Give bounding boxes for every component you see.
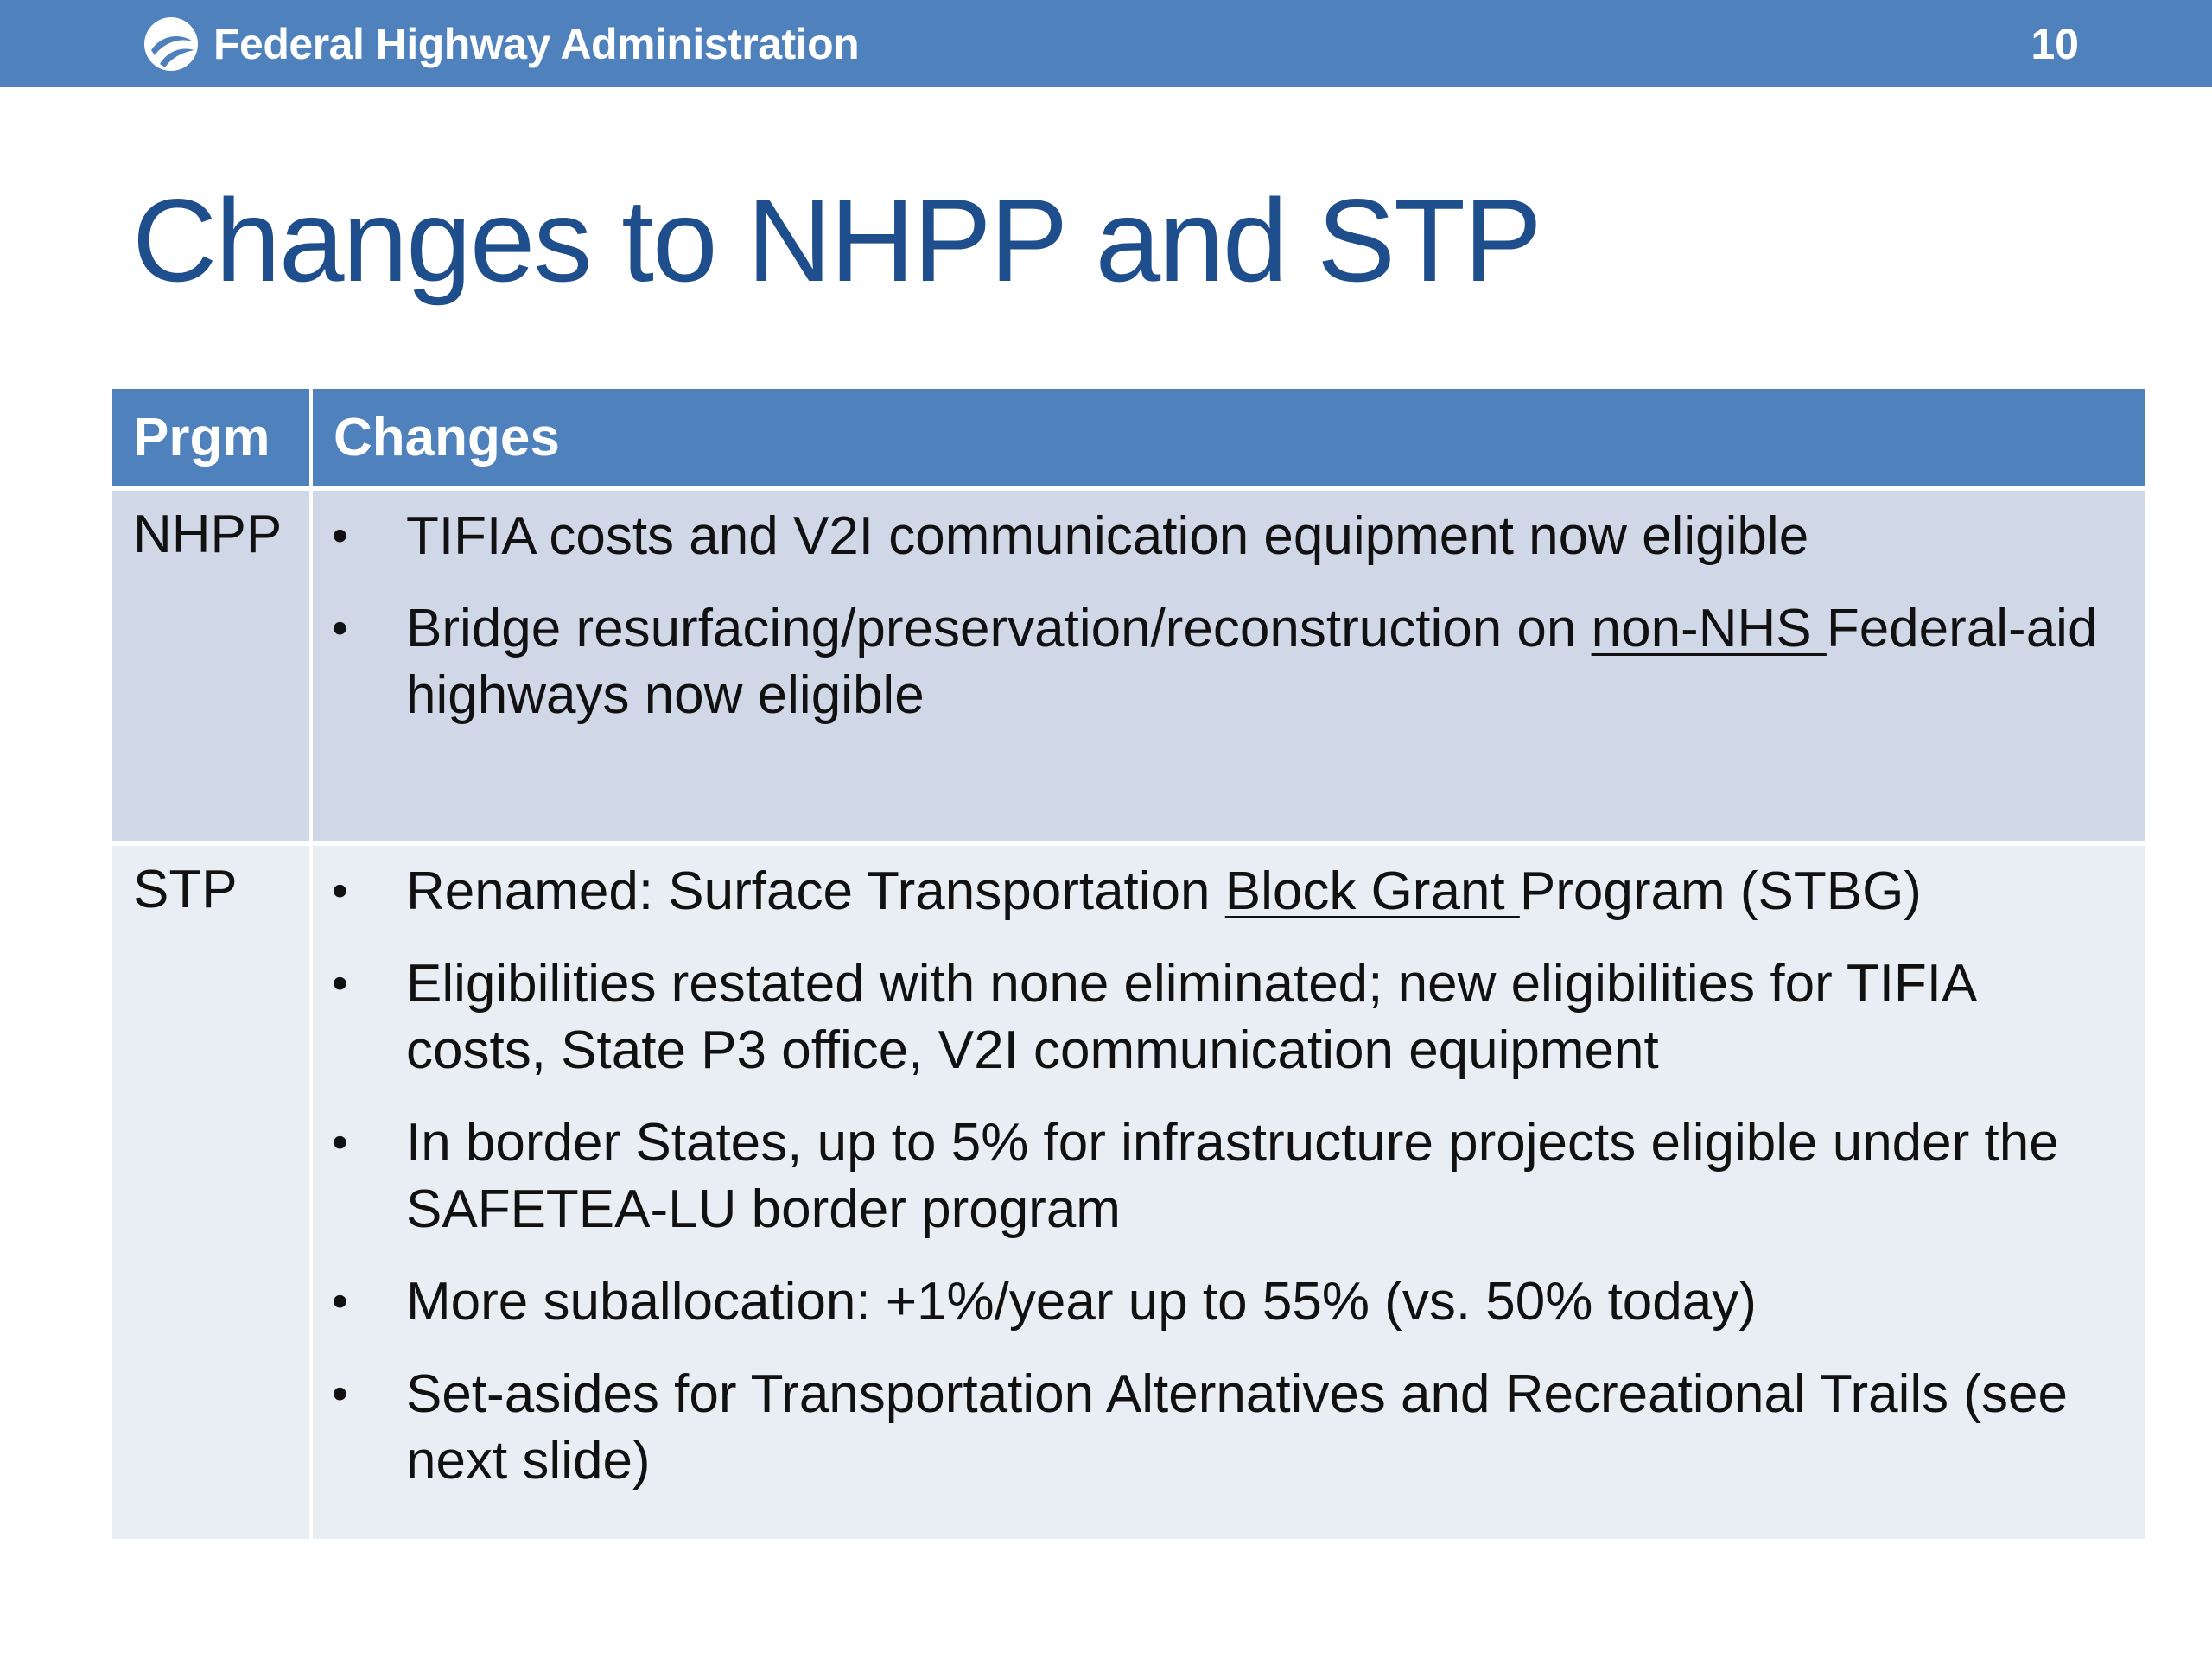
table-body [112,488,2145,1539]
change-text: TIFIA costs and V2I communication equipment now eligible [406,506,1809,566]
changes-list [313,491,2145,728]
bullet-icon: • [332,1275,348,1327]
change-item [313,1268,2127,1335]
slide-title: Changes to NHPP and STP [132,175,1541,306]
agency-name: Federal Highway Administration [213,20,860,68]
change-item [313,950,2127,1084]
change-text: Renamed: Surface Transportation [406,861,1225,921]
changes-table-container [112,389,2145,1539]
change-item [313,1361,2127,1494]
column-header-prgm: Prgm [112,389,311,488]
bullet-icon: • [332,1116,348,1168]
change-item [313,503,2127,569]
changes-list [313,846,2145,1494]
changes-table [112,389,2145,1539]
fhwa-logo-icon [143,16,200,73]
change-text: Bridge resurfacing/preservation/reconstruction on [406,599,1592,658]
program-cell [112,843,311,1539]
table-header-row [112,389,2145,488]
bullet-icon: • [332,865,348,917]
slide-number: 10 [2031,20,2079,68]
change-text: More suballocation: +1%/year up to 55% (vs. 50% today) [406,1272,1757,1332]
program-cell [112,488,311,843]
change-text: In border States, up to 5% for infrastructure projects eligible under the SAFETEA-LU border program [406,1113,2059,1239]
table-row [112,843,2145,1539]
change-item [313,858,2127,925]
underlined-text: non-NHS [1591,599,1827,658]
changes-cell [311,488,2145,843]
change-text: Eligibilities restated with none eliminated; new eligibilities for TIFIA costs, State P3 office, V2I communication equipment [406,954,1974,1080]
program-label: NHPP [133,505,283,564]
change-text: Federal-aid highways now eligible [406,599,2098,725]
bullet-icon: • [332,1368,348,1420]
column-header-changes: Changes [311,389,2145,488]
change-item [313,1109,2127,1243]
agency-branding [143,16,859,73]
underlined-text: Block Grant [1224,861,1520,921]
program-label: STP [133,860,238,919]
bullet-icon: • [332,602,348,654]
header-bar [0,0,2212,87]
bullet-icon: • [332,957,348,1009]
table-row [112,488,2145,843]
bullet-icon: • [332,510,348,562]
change-text: Set-asides for Transportation Alternatives and Recreational Trails (see next slide) [406,1364,2068,1491]
change-item [313,595,2127,728]
changes-cell [311,843,2145,1539]
change-text: Program (STBG) [1519,861,1922,921]
